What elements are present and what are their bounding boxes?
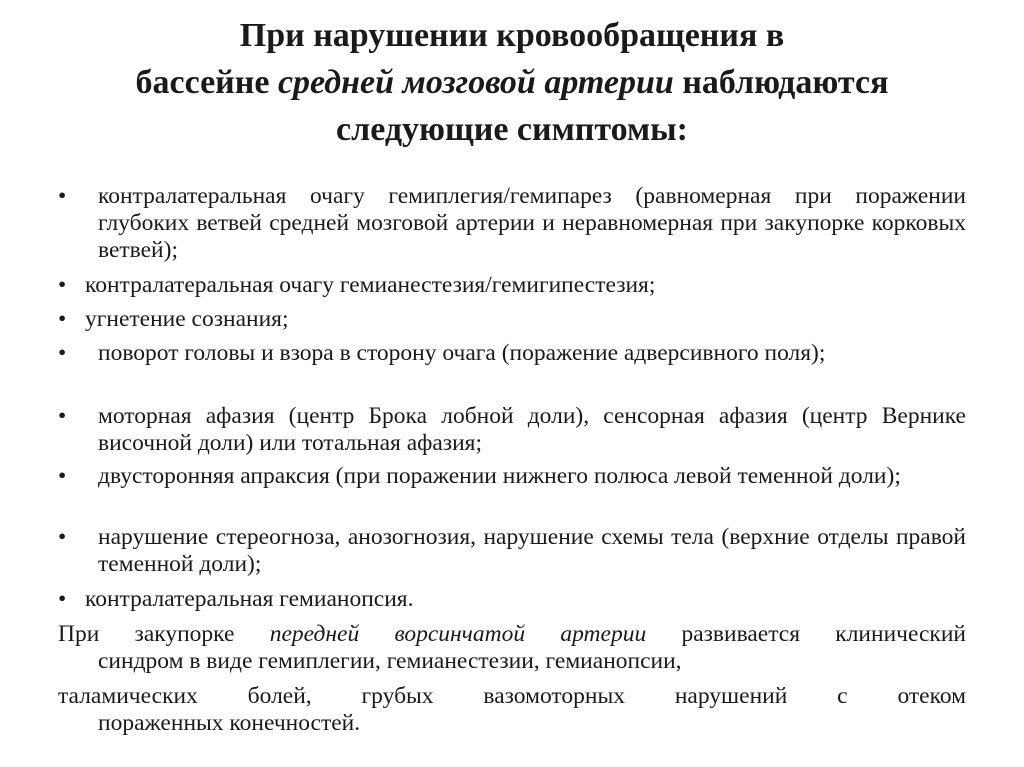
para2-rest: пораженных конечностей. bbox=[98, 710, 361, 736]
title-line-2-post: наблюдаются bbox=[673, 64, 889, 101]
bullet-icon: • bbox=[58, 524, 67, 550]
para1-pre: При закупорке bbox=[58, 621, 270, 647]
paragraph-thalamic bbox=[58, 683, 966, 737]
list-item: • контралатеральная гемианопсия. bbox=[58, 586, 414, 612]
bullet-icon: • bbox=[58, 183, 67, 209]
bullet-icon: • bbox=[58, 306, 67, 332]
list-item: • поворот головы и взора в сторону очага (поражение адверсивного поля); bbox=[58, 340, 826, 366]
bullet-icon: • bbox=[58, 272, 67, 298]
para2-first: таламических болей, грубых вазомоторных нарушений с отеком bbox=[58, 683, 966, 709]
title-line-2 bbox=[40, 59, 984, 106]
paragraph-anterior-choroidal bbox=[58, 621, 966, 675]
title-line-2-pre: бассейне bbox=[135, 64, 278, 101]
title-line-3: следующие симптомы: bbox=[336, 111, 688, 148]
para1-artery-name: передней ворсинчатой артерии bbox=[269, 621, 647, 647]
slide-title bbox=[40, 12, 984, 153]
list-item: • контралатеральная очагу гемианестезия/гемигипестезия; bbox=[58, 272, 656, 298]
bullet-icon: • bbox=[58, 403, 67, 429]
list-item: • моторная афазия (центр Брока лобной доли), сенсорная афазия (центр Вернике височной доли) или тотальная афазия; bbox=[58, 403, 966, 456]
list-item: • двусторонняя апраксия (при поражении нижнего полюса левой теменной доли); bbox=[58, 463, 901, 489]
para1-rest: синдром в виде гемиплегии, гемианестезии, гемианопсии, bbox=[98, 648, 682, 674]
para1-post: развивается клинический bbox=[646, 621, 966, 647]
list-item: • контралатеральная очагу гемиплегия/гемипарез (равномерная при поражении глубоких ветвей средней мозговой артерии и неравномерная при закупорке корковых ветвей); bbox=[58, 183, 966, 263]
bullet-icon: • bbox=[58, 586, 67, 612]
list-item: • угнетение сознания; bbox=[58, 306, 289, 332]
title-artery-name: средней мозговой артерии bbox=[277, 64, 674, 101]
bullet-icon: • bbox=[58, 463, 67, 489]
title-line-1: При нарушении кровообращения в bbox=[239, 17, 785, 54]
list-item: • нарушение стереогноза, анозогнозия, нарушение схемы тела (верхние отделы правой теменной доли); bbox=[58, 524, 966, 577]
bullet-icon: • bbox=[58, 340, 67, 366]
